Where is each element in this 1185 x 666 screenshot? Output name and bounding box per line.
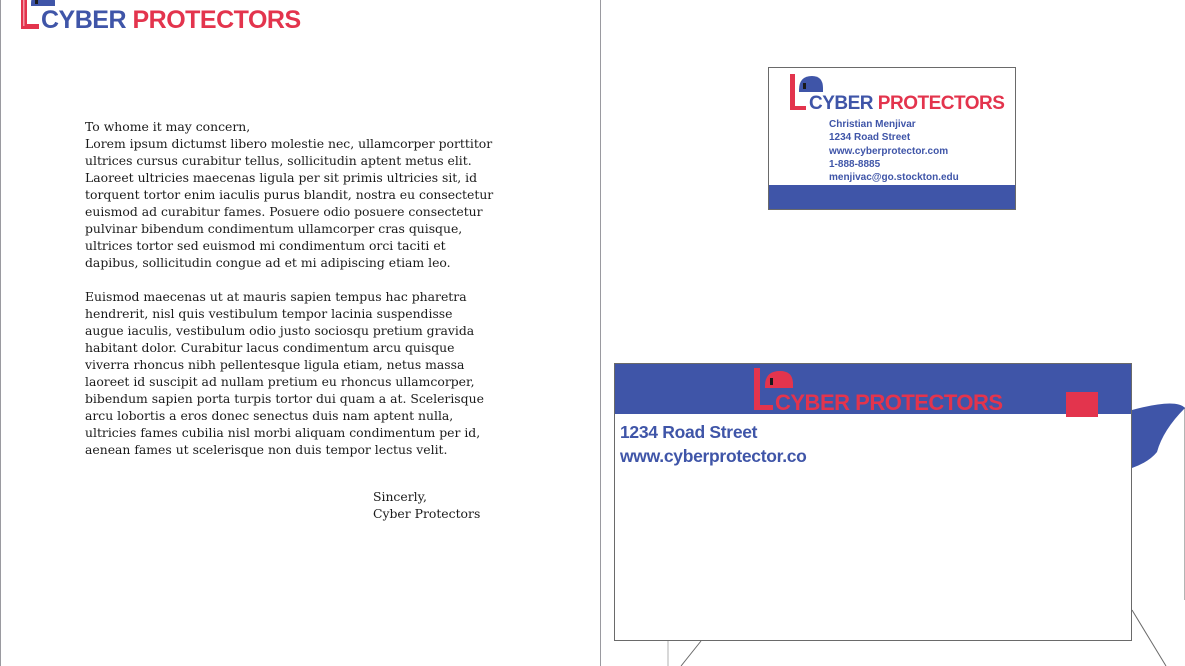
letter-greeting: To whome it may concern, [85,119,251,134]
card-logo-word-cyber: CYBER [809,93,874,114]
envelope-return-address [620,420,807,468]
letter-paragraph-2: Euismod maecenas ut at mauris sapien tempus hac pharetra hendrerit, nisl quis vestibulum tempor lacinia suspendisse augue iaculis, vestibulum odio justo sociosqu pretium gravida habitant dolor. Curabitur lacus condimentum arcu quisque viverra rhoncus nibh pellentesque ligula etiam, netus massa laoreet id suscipit ad nullam pretium eu rhoncus ullamcorper, bibendum sapien porta turpis tortor dui quam a at. Scelerisque arcu lobortis a eros donec senectus duis nam aptent nulla, ultricies fames cubilia nisl morbi aliquam condimentum per id, aenean fames ut scelerisque non duis tempor lectus velit. [85,289,484,457]
envelope [614,363,1132,641]
envelope-logo-word-protectors: PROTECTORS [855,390,1003,415]
card-contact-info [829,118,959,184]
closing-signature: Cyber Protectors [373,506,481,521]
card-email: menjivac@go.stockton.edu [829,172,959,184]
letter-body [85,118,495,458]
envelope-stamp [1066,392,1098,417]
letter-closing [373,488,480,522]
envelope-logo-word-cyber: CYBER [775,390,850,415]
closing-sincerely: Sincerly, [373,489,427,504]
card-logo-word-protectors: PROTECTORS [877,93,1005,114]
envelope-logo-wordmark [775,391,1003,415]
card-name: Christian Menjivar [829,119,916,130]
envelope-website: www.cyberprotector.co [620,446,807,466]
card-website: www.cyberprotector.com [829,145,949,157]
logo-word-cyber: CYBER [41,6,127,34]
envelope-address: 1234 Road Street [620,422,758,442]
card-logo-wordmark [809,93,1004,115]
logo-word-protectors: PROTECTORS [132,6,301,34]
card-bottom-band [769,185,1015,209]
business-card [768,67,1016,210]
letterhead-logo-wordmark [41,6,301,34]
card-address: 1234 Road Street [829,132,911,144]
letter-paragraph-1: Lorem ipsum dictumst libero molestie nec, ullamcorper porttitor ultrices cursus curabitur tellus, sollicitudin aptent metus elit. Laoreet ultricies maecenas ligula per sit primis ultricies sit, id torquent tortor enim iaculis purus blandit, nostra eu consectetur euismod ad curabitur fames. Posuere odio posuere consectetur pulvinar bibendum condimentum ullamcorper cras quisque, ultrices tortor sed euismod mi condimentum orci taciti et dapibus, sollicitudin congue ad et mi adipiscing etiam leo. [85,136,494,270]
card-phone: 1-888-8885 [829,158,881,170]
